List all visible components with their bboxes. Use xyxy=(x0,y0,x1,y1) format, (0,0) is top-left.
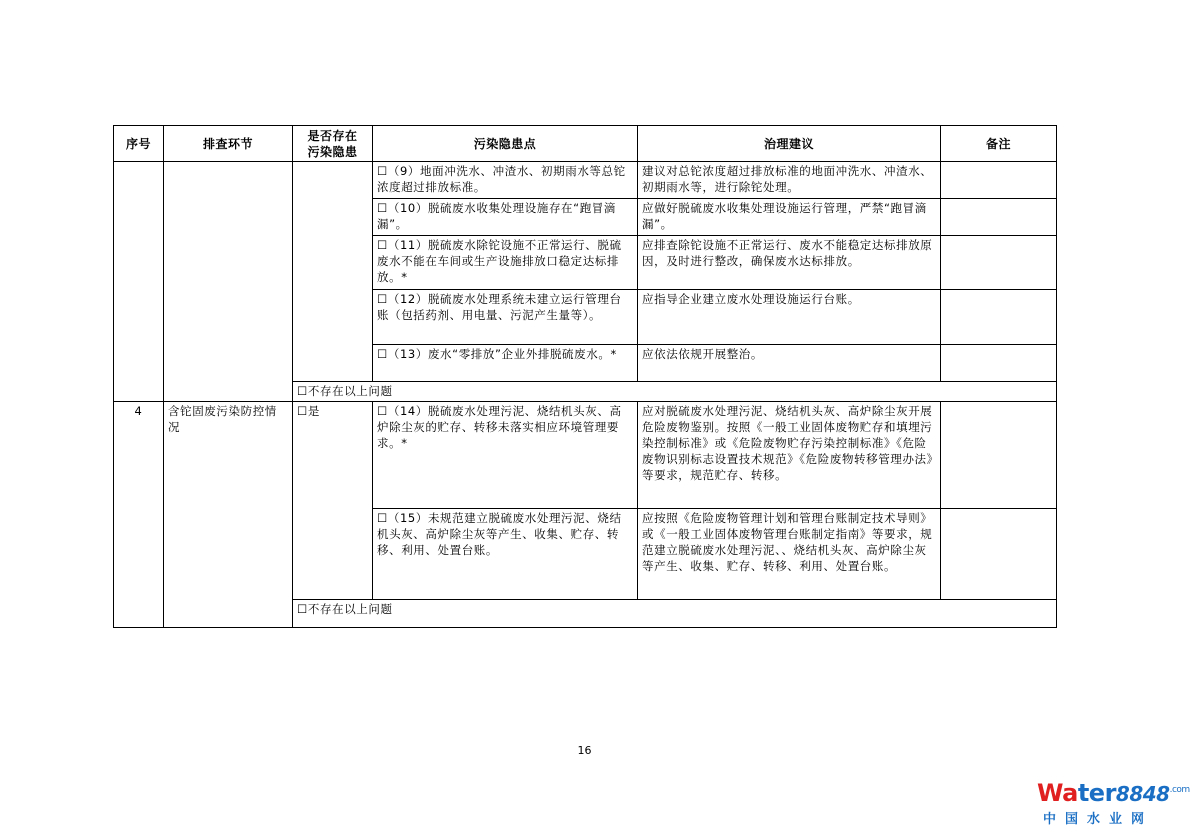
table-row xyxy=(114,162,1057,199)
hazard-cell: ☐（9）地面冲洗水、冲渣水、初期雨水等总铊浓度超过排放标准。 xyxy=(373,162,638,199)
advice-cell: 应指导企业建立废水处理设施运行台账。 xyxy=(638,290,941,345)
hazard-cell: ☐（12）脱硫废水处理系统未建立运行管理台账（包括药剂、用电量、污泥产生量等）。 xyxy=(373,290,638,345)
header-step: 排查环节 xyxy=(164,126,293,162)
page-number: 16 xyxy=(577,744,592,757)
remark-cell xyxy=(941,290,1057,345)
exists-cell: ☐是 xyxy=(293,402,373,600)
advice-cell: 应对脱硫废水处理污泥、烧结机头灰、高炉除尘灰开展危险废物鉴别。按照《一般工业固体废物贮存和填埋污染控制标准》或《危险废物贮存污染控制标准》《危险废物识别标志设置技术规范》《危险废物转移管理办法》等要求，规范贮存、转移。 xyxy=(638,402,941,509)
advice-cell: 应依法依规开展整治。 xyxy=(638,345,941,382)
logo-part1: Wa xyxy=(1037,779,1078,807)
header-remark: 备注 xyxy=(941,126,1057,162)
logo-suffix: .com xyxy=(1169,785,1190,795)
header-seq: 序号 xyxy=(114,126,164,162)
hazard-cell: ☐（13）废水“零排放”企业外排脱硫废水。* xyxy=(373,345,638,382)
header-advice: 治理建议 xyxy=(638,126,941,162)
hazard-table xyxy=(113,125,1057,628)
advice-cell: 应排查除铊设施不正常运行、废水不能稳定达标排放原因，及时进行整改，确保废水达标排放。 xyxy=(638,236,941,290)
remark-cell xyxy=(941,509,1057,600)
logo-subtitle: 中国水业网 xyxy=(1043,812,1154,827)
hazard-cell: ☐（15）未规范建立脱硫废水处理污泥、烧结机头灰、高炉除尘灰等产生、收集、贮存、转移、利用、处置台账。 xyxy=(373,509,638,600)
seq-cell: 4 xyxy=(114,402,164,628)
logo-number: 8848 xyxy=(1115,782,1170,806)
header-hazard: 污染隐患点 xyxy=(373,126,638,162)
table-row xyxy=(114,402,1057,509)
remark-cell xyxy=(941,402,1057,509)
none-of-above-cell: ☐不存在以上问题 xyxy=(293,382,1057,402)
step-cell xyxy=(164,162,293,402)
advice-cell: 应做好脱硫废水收集处理设施运行管理，严禁“跑冒滴漏”。 xyxy=(638,199,941,236)
logo-wordmark xyxy=(1037,778,1190,807)
water8848-logo[interactable] xyxy=(1037,778,1190,827)
seq-cell xyxy=(114,162,164,402)
hazard-cell: ☐（14）脱硫废水处理污泥、烧结机头灰、高炉除尘灰的贮存、转移未落实相应环境管理要求。* xyxy=(373,402,638,509)
remark-cell xyxy=(941,236,1057,290)
none-of-above-cell: ☐不存在以上问题 xyxy=(293,600,1057,628)
logo-part2: ter xyxy=(1077,779,1116,807)
remark-cell xyxy=(941,199,1057,236)
hazard-cell: ☐（10）脱硫废水收集处理设施存在“跑冒滴漏”。 xyxy=(373,199,638,236)
advice-cell: 建议对总铊浓度超过排放标准的地面冲洗水、冲渣水、初期雨水等，进行除铊处理。 xyxy=(638,162,941,199)
advice-cell: 应按照《危险废物管理计划和管理台账制定技术导则》或《一般工业固体废物管理台账制定指南》等要求，规范建立脱硫废水处理污泥、、烧结机头灰、高炉除尘灰等产生、收集、贮存、转移、利用、处置台账。 xyxy=(638,509,941,600)
hazard-cell: ☐（11）脱硫废水除铊设施不正常运行、脱硫废水不能在车间或生产设施排放口稳定达标排放。* xyxy=(373,236,638,290)
exists-cell xyxy=(293,162,373,382)
remark-cell xyxy=(941,345,1057,382)
header-exists: 是否存在污染隐患 xyxy=(293,126,373,162)
step-cell: 含铊固废污染防控情况 xyxy=(164,402,293,628)
table-header-row xyxy=(114,126,1057,162)
remark-cell xyxy=(941,162,1057,199)
